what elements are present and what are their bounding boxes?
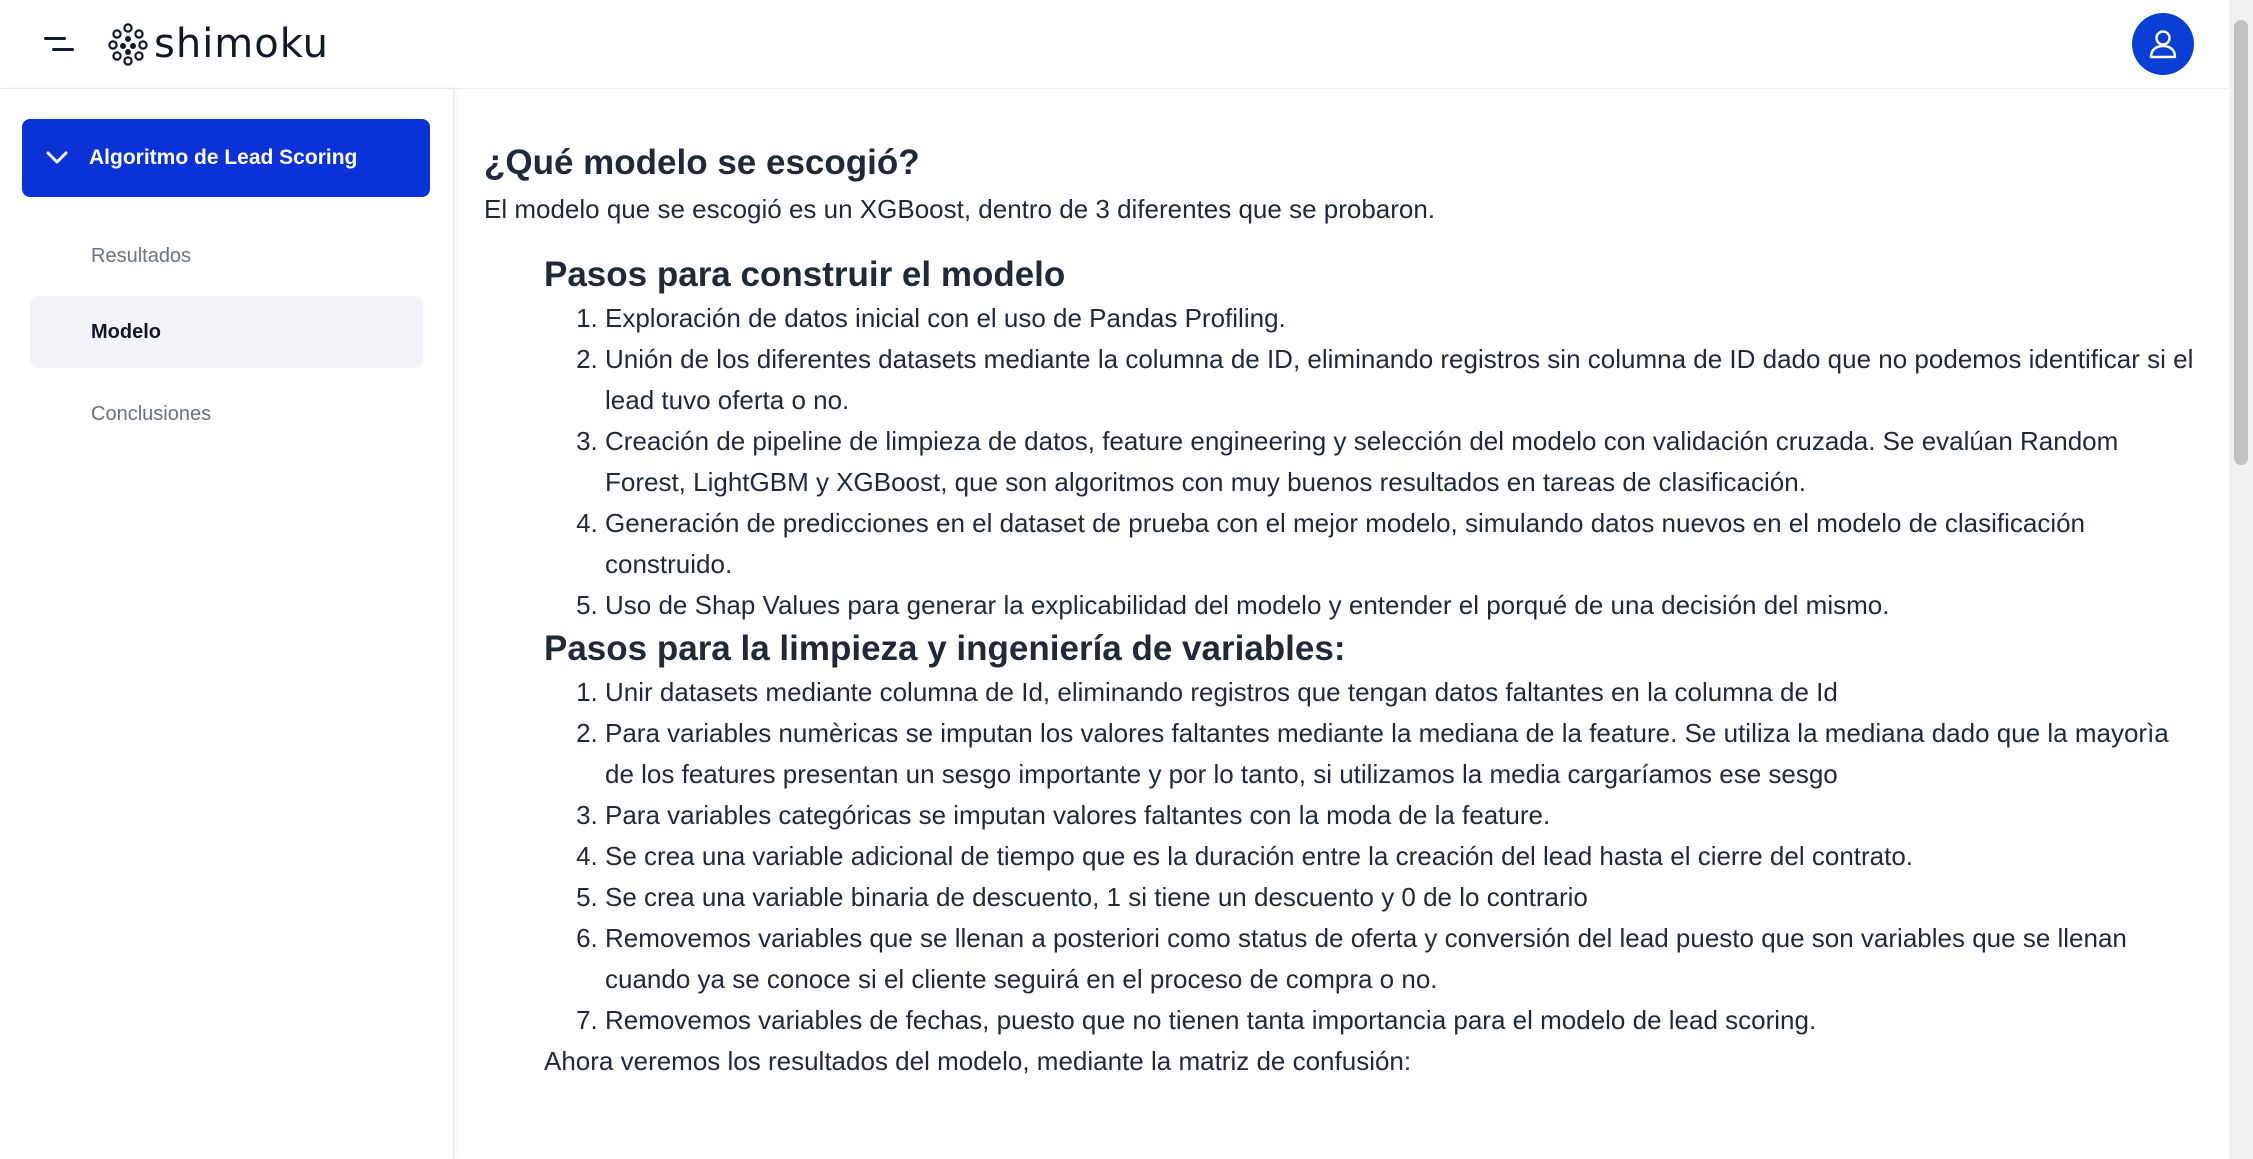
list-item: 3. Creación de pipeline de limpieza de datos, feature engineering y selección del modelo con validación cruzada. Se evalúan Random Forest, LightGBM y XGBoost, que son algoritmos con muy buenos resultados en tareas de clasificación. — [605, 421, 2194, 503]
closing-text: Ahora veremos los resultados del modelo, mediante la matriz de confusión: — [544, 1046, 1412, 1076]
sidebar-item-conclusiones[interactable] — [30, 378, 423, 450]
chevron-down-icon — [44, 145, 70, 171]
cleaning-steps-list — [544, 672, 2194, 1041]
brand-logo[interactable] — [108, 22, 329, 66]
list-item: 4. Generación de predicciones en el dataset de prueba con el mejor modelo, simulando datos nuevos en el modelo de clasificación construido. — [605, 503, 2194, 585]
list-item: 2. Para variables numèricas se imputan los valores faltantes mediante la mediana de la feature. Se utiliza la mediana dado que la mayorìa de los features presentan un sesgo importante y por lo tanto, si utilizamos la media cargaríamos ese sesgo — [605, 713, 2194, 795]
sidebar-section-lead-scoring[interactable] — [22, 119, 430, 197]
scrollbar-thumb[interactable] — [2234, 20, 2248, 465]
cleaning-steps-heading: Pasos para la limpieza y ingeniería de variables: — [544, 629, 1346, 668]
top-bar — [0, 0, 2228, 89]
sidebar — [0, 89, 454, 1159]
sidebar-item-label: Conclusiones — [91, 402, 212, 425]
page-scrollbar[interactable] — [2229, 0, 2253, 1159]
sidebar-item-resultados[interactable] — [30, 220, 423, 292]
shimoku-logo-icon — [108, 22, 148, 66]
list-item: 7. Removemos variables de fechas, puesto que no tienen tanta importancia para el modelo de lead scoring. — [605, 1000, 2194, 1041]
list-item: 5. Se crea una variable binaria de descuento, 1 si tiene un descuento y 0 de lo contrario — [605, 877, 2194, 918]
list-item: 1. Exploración de datos inicial con el uso de Pandas Profiling. — [605, 298, 2194, 339]
list-item: 1. Unir datasets mediante columna de Id, eliminando registros que tengan datos faltantes en la columna de Id — [605, 672, 2194, 713]
sidebar-item-modelo[interactable] — [30, 296, 423, 368]
menu-icon[interactable] — [44, 30, 78, 60]
build-steps-list — [544, 298, 2194, 626]
list-item: 4. Se crea una variable adicional de tiempo que es la duración entre la creación del lead hasta el cierre del contrato. — [605, 836, 2194, 877]
page-title: ¿Qué modelo se escogió? — [484, 143, 920, 182]
sidebar-item-label: Modelo — [91, 320, 161, 343]
list-item: 5. Uso de Shap Values para generar la explicabilidad del modelo y entender el porqué de una decisión del mismo. — [605, 585, 2194, 626]
user-avatar-button[interactable] — [2132, 13, 2194, 75]
build-steps-heading: Pasos para construir el modelo — [544, 255, 1066, 294]
sidebar-item-label: Resultados — [91, 244, 192, 267]
user-icon — [2146, 27, 2180, 61]
list-item: 3. Para variables categóricas se imputan valores faltantes con la moda de la feature. — [605, 795, 2194, 836]
intro-text: El modelo que se escogió es un XGBoost, dentro de 3 diferentes que se probaron. — [484, 194, 1436, 224]
list-item: 6. Removemos variables que se llenan a posteriori como status de oferta y conversión del lead puesto que son variables que se llenan cuando ya se conoce si el cliente seguirá en el proceso de compra o no. — [605, 918, 2194, 1000]
sidebar-section-label: Algoritmo de Lead Scoring — [89, 146, 358, 169]
main-content — [484, 140, 2194, 1082]
steps-container — [544, 252, 2194, 1082]
list-item: 2. Unión de los diferentes datasets mediante la columna de ID, eliminando registros sin columna de ID dado que no podemos identificar si el lead tuvo oferta o no. — [605, 339, 2194, 421]
brand-name: shimoku — [154, 21, 330, 67]
